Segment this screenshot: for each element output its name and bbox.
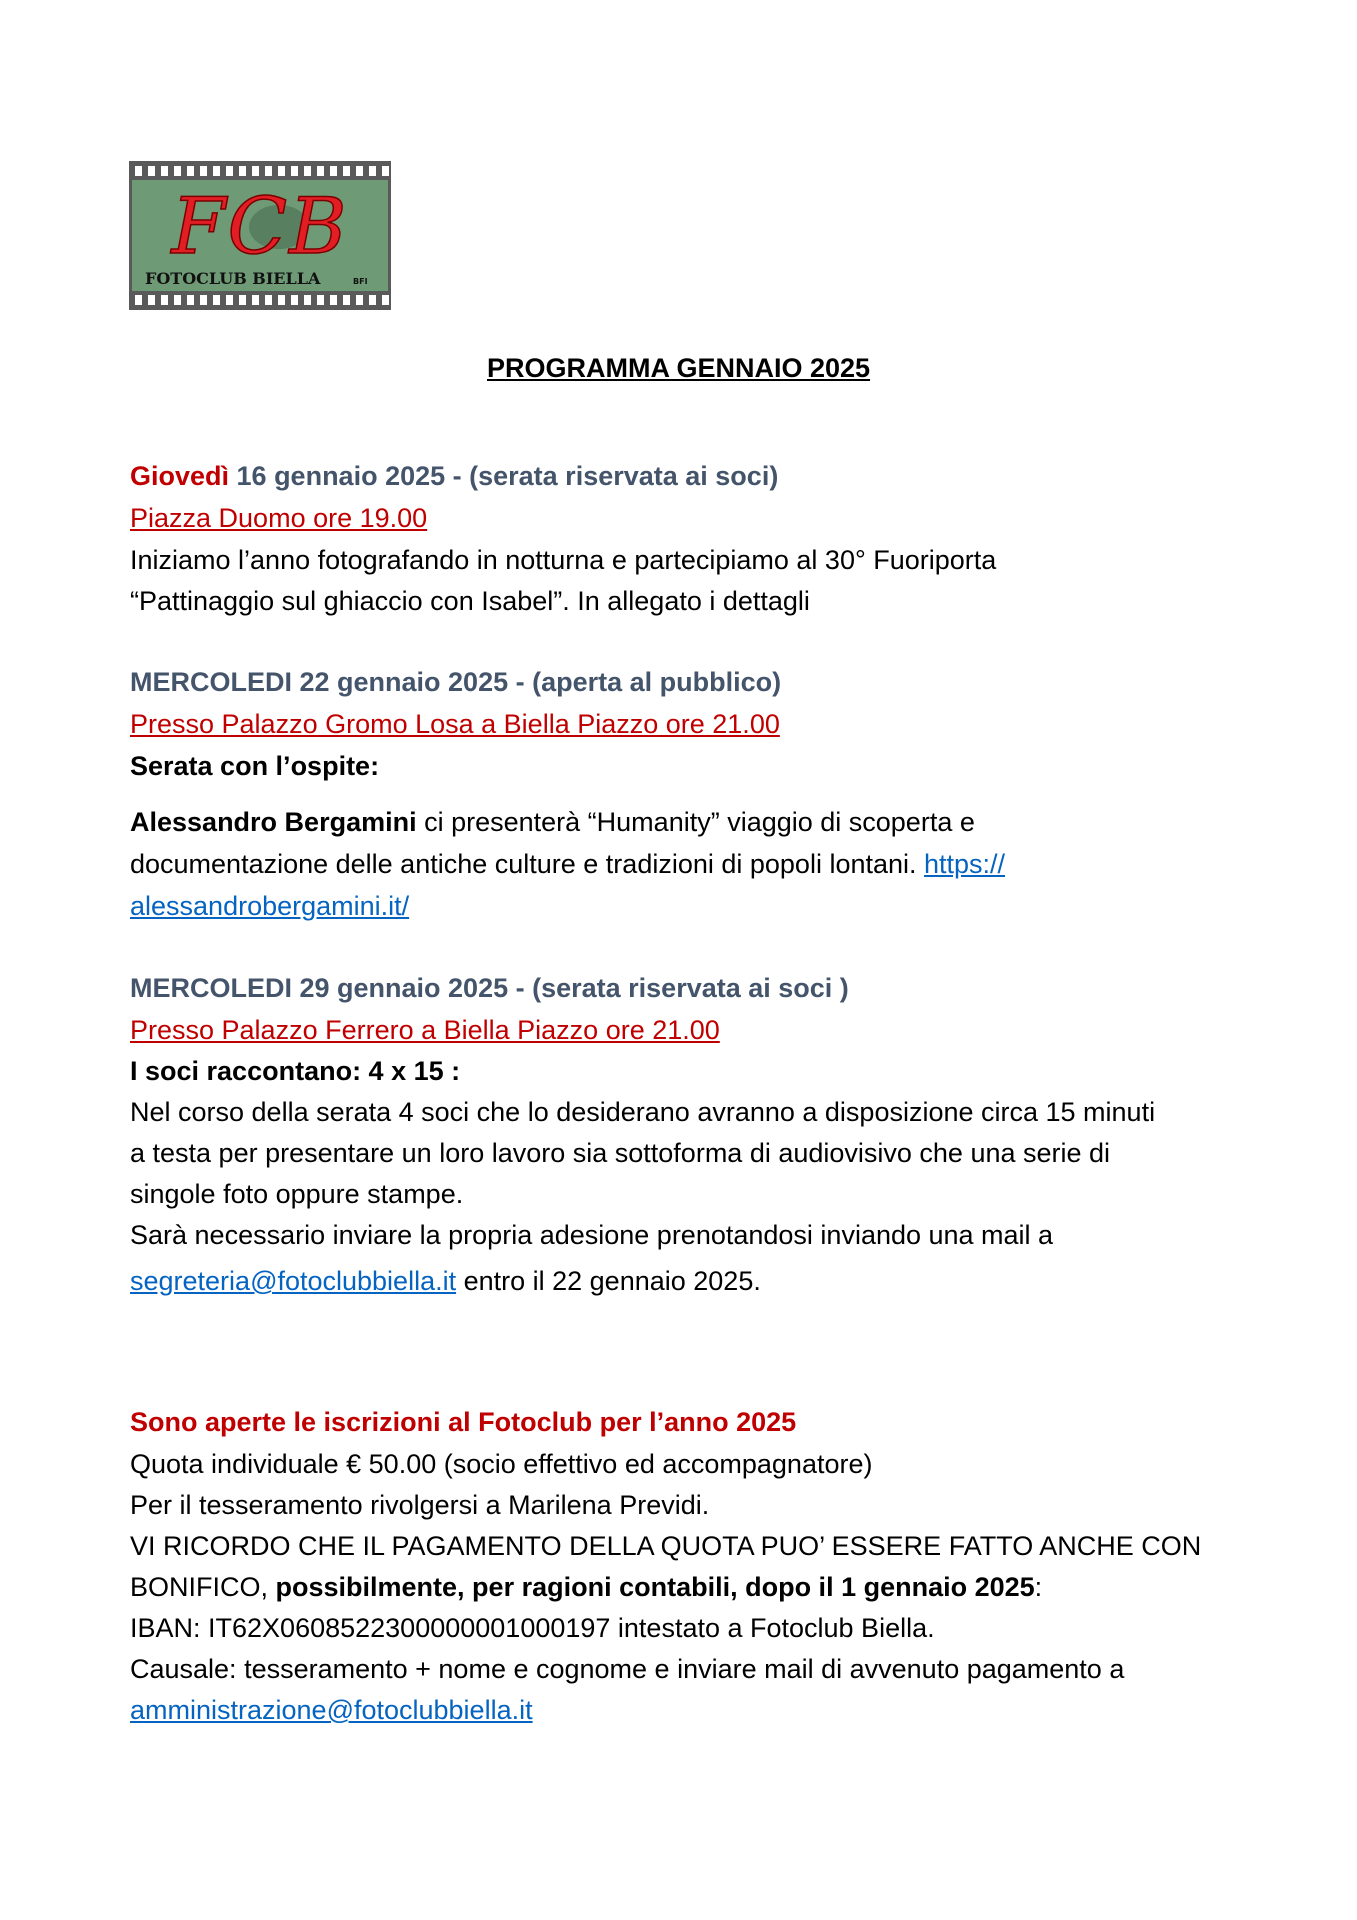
film-perforation [174, 166, 181, 176]
event1-text2: “Pattinaggio sul ghiaccio con Isabel”. In allegato i dettagli [130, 586, 810, 616]
film-perforation [200, 166, 207, 176]
film-perforation [226, 295, 233, 305]
film-perforation [161, 166, 168, 176]
event2-text1 [130, 804, 975, 840]
fotoclub-biella-logo [129, 161, 391, 310]
film-perforation [278, 166, 285, 176]
film-perforation [343, 295, 350, 305]
event1-day: Giovedì [130, 461, 230, 491]
event2-subtitle: Serata con l’ospite: [130, 751, 380, 781]
film-perforation [343, 166, 350, 176]
amministrazione-email-link[interactable]: amministrazione@fotoclubbiella.it [130, 1695, 533, 1725]
film-perforation [369, 166, 376, 176]
film-perforation [135, 166, 142, 176]
film-perforation [278, 295, 285, 305]
film-perforation [252, 166, 259, 176]
film-perforation [187, 166, 194, 176]
event1-date: 16 gennaio 2025 - (serata riservata ai soci) [229, 461, 779, 491]
film-perforation [304, 295, 311, 305]
film-perforation [291, 295, 298, 305]
event2-place: Presso Palazzo Gromo Losa a Biella Piazzo ore 21.00 [130, 709, 780, 739]
guest-website-link-part1[interactable]: https:// [924, 849, 1006, 879]
film-perforation [317, 166, 324, 176]
film-perforation [148, 295, 155, 305]
film-perforation [382, 166, 389, 176]
membership-fee: Quota individuale € 50.00 (socio effettivo ed accompagnatore) [130, 1449, 873, 1479]
event3-text3: singole foto oppure stampe. [130, 1179, 464, 1209]
film-perforation [330, 166, 337, 176]
membership-iban: IBAN: IT62X0608522300000001000197 intestato a Fotoclub Biella. [130, 1613, 935, 1643]
membership-reminder2 [130, 1569, 1042, 1605]
event1-place: Piazza Duomo ore 19.00 [130, 503, 428, 533]
event3-deadline: entro il 22 gennaio 2025. [456, 1266, 761, 1296]
reminder2-b: possibilmente, per ragioni contabili, dopo il 1 gennaio 2025 [275, 1572, 1035, 1602]
film-perforation [265, 295, 272, 305]
event2-guest: Alessandro Bergamini [130, 807, 417, 837]
film-perforation [213, 166, 220, 176]
film-perforation [213, 295, 220, 305]
film-perforation [317, 295, 324, 305]
film-perforation [187, 295, 194, 305]
film-perforation [252, 295, 259, 305]
membership-causale: Causale: tesseramento + nome e cognome e inviare mail di avvenuto pagamento a [130, 1654, 1125, 1684]
event3-subtitle: I soci raccontano: 4 x 15 : [130, 1056, 461, 1086]
segreteria-email-link[interactable]: segreteria@fotoclubbiella.it [130, 1266, 457, 1296]
event3-text2: a testa per presentare un loro lavoro sia sottoforma di audiovisivo che una serie di [130, 1138, 1111, 1168]
film-perforation [174, 295, 181, 305]
reminder2-a: BONIFICO, [130, 1572, 276, 1602]
page-title: PROGRAMMA GENNAIO 2025 [486, 353, 871, 383]
event1-heading [130, 458, 778, 494]
film-perforation [239, 295, 246, 305]
film-perforation [304, 166, 311, 176]
event3-heading: MERCOLEDI 29 gennaio 2025 - (serata riservata ai soci ) [130, 973, 849, 1003]
membership-heading: Sono aperte le iscrizioni al Fotoclub per l’anno 2025 [130, 1407, 797, 1437]
event1-text1: Iniziamo l’anno fotografando in notturna e partecipiamo al 30° Fuoriporta [130, 545, 997, 575]
film-perforation [265, 166, 272, 176]
film-perforation [291, 166, 298, 176]
film-perforation [200, 295, 207, 305]
membership-contact: Per il tesseramento rivolgersi a Marilena Previdi. [130, 1490, 710, 1520]
film-perforation [356, 166, 363, 176]
logo-name: FOTOCLUB BIELLA [145, 269, 321, 288]
film-perforation [356, 295, 363, 305]
film-perforation [239, 166, 246, 176]
film-perforation [161, 295, 168, 305]
film-perforation [226, 166, 233, 176]
reminder2-c: : [1034, 1572, 1043, 1602]
event3-text1: Nel corso della serata 4 soci che lo desiderano avranno a disposizione circa 15 minuti [130, 1097, 1156, 1127]
logo-initials: FCB [171, 182, 349, 272]
film-perforation [382, 295, 389, 305]
event2-text1-rest: ci presenterà “Humanity” viaggio di scoperta e [416, 807, 975, 837]
film-perforation [369, 295, 376, 305]
logo-suffix: BFI [353, 277, 368, 286]
event3-place: Presso Palazzo Ferrero a Biella Piazzo ore 21.00 [130, 1015, 720, 1045]
event2-heading: MERCOLEDI 22 gennaio 2025 - (aperta al pubblico) [130, 667, 782, 697]
film-perforation [148, 166, 155, 176]
event3-text4: Sarà necessario inviare la propria adesione prenotandosi inviando una mail a [130, 1220, 1054, 1250]
membership-reminder1: VI RICORDO CHE IL PAGAMENTO DELLA QUOTA PUO’ ESSERE FATTO ANCHE CON [130, 1531, 1202, 1561]
guest-website-link-part2[interactable]: alessandrobergamini.it/ [130, 891, 410, 921]
event2-text2-body: documentazione delle antiche culture e tradizioni di popoli lontani. [130, 849, 925, 879]
event3-text5 [130, 1263, 761, 1299]
film-perforation [330, 295, 337, 305]
event2-text2 [130, 846, 1005, 882]
film-perforation [135, 295, 142, 305]
